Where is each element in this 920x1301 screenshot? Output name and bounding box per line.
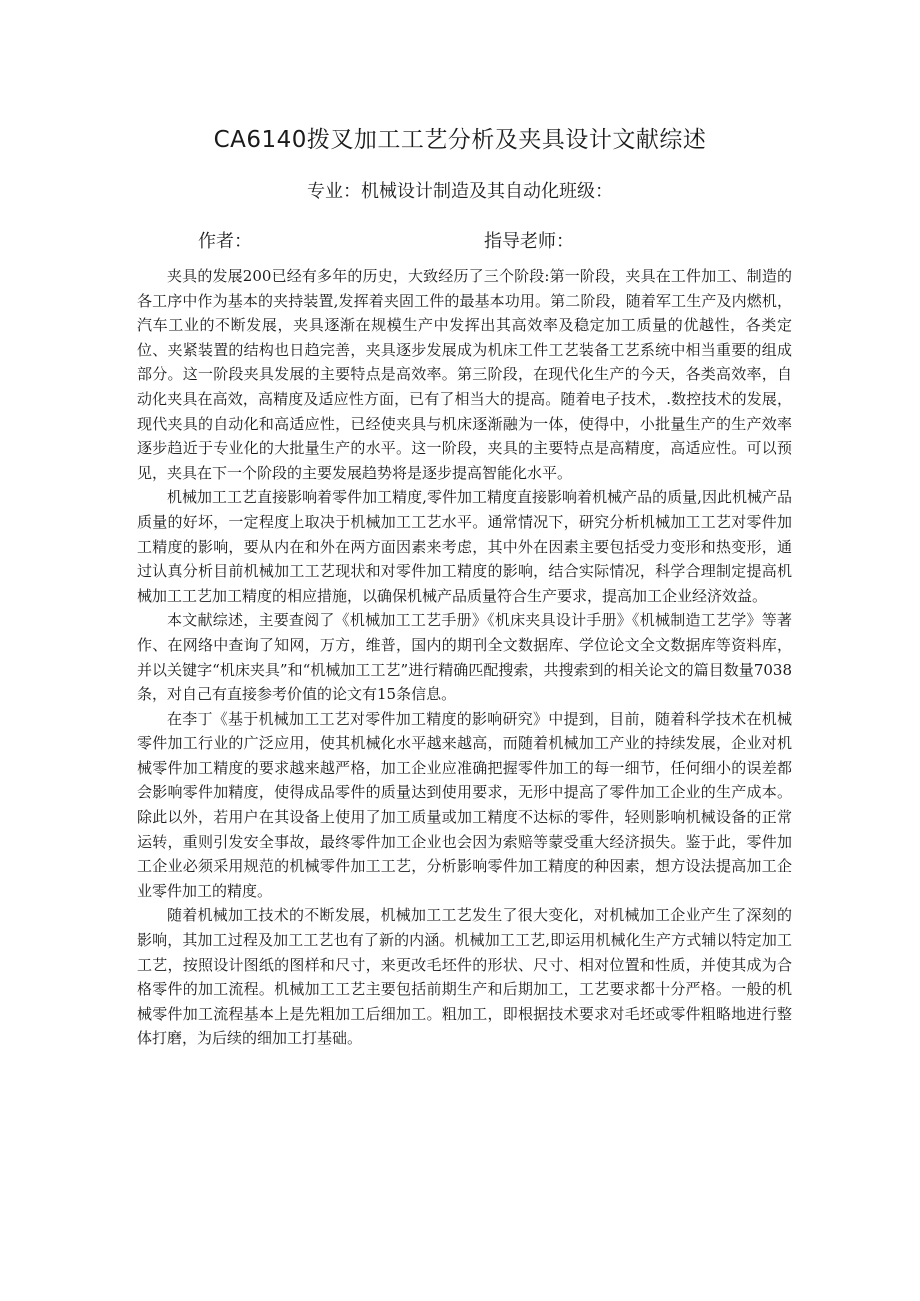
author-row (0, 228, 920, 256)
paragraph: 在李丁《基于机械加工工艺对零件加工精度的影响研究》中提到，目前，随着科学技术在机械零件加工行业的广泛应用，使其机械化水平越来越高，而随着机械加工产业的持续发展，企业对机械零件加工精度的要求越来越严格，加工企业应准确把握零件加工的每一细节，任何细小的误差都会影响零件加精度，使得成品零件的质量达到使用要求，无形中提高了零件加工企业的生产成本。除此以外，若用户在其设备上使用了加工质量或加工精度不达标的零件，轻则影响机械设备的正常运转，重则引发安全事故，最终零件加工企业也会因为索赔等蒙受重大经济损失。鉴于此，零件加工企业必须采用规范的机械零件加工工艺，分析影响零件加工精度的种因素，想方设法提高加工企业零件加工的精度。 (137, 709, 792, 900)
advisor-label: 指导老师： (484, 231, 574, 252)
author-label: 作者： (198, 231, 252, 252)
paragraph: 随着机械加工技术的不断发展，机械加工工艺发生了很大变化，对机械加工企业产生了深刻的影响，其加工过程及加工工艺也有了新的内涵。机械加工工艺,即运用机械化生产方式辅以特定加工工艺，按照设计图纸的图样和尺寸，来更改毛坯件的形状、尺寸、相对位置和性质，并使其成为合格零件的加工流程。机械加工工艺主要包括前期生产和后期加工，工艺要求都十分严格。一般的机械零件加工流程基本上是先粗加工后细加工。粗加工，即根据技术要求对毛坯或零件粗略地进行整体打磨，为后续的细加工打基础。 (137, 906, 792, 1048)
document-title: CA6140拨叉加工工艺分析及夹具设计文献综述 (213, 127, 707, 153)
body-text (137, 264, 792, 1051)
paragraph: 机械加工工艺直接影响着零件加工精度,零件加工精度直接影响着机械产品的质量,因此机械产品质量的好坏，一定程度上取决于机械加工工艺水平。通常情况下，研究分析机械加工工艺对零件加工精度的影响，要从内在和外在两方面因素来考虑，其中外在因素主要包括受力变形和热变形，通过认真分析目前机械加工工艺现状和对零件加工精度的影响，结合实际情况，科学合理制定提高机械加工工艺加工精度的相应措施，以确保机械产品质量符合生产要求，提高加工企业经济效益。 (137, 488, 792, 605)
paragraph: 本文献综述，主要查阅了《机械加工工艺手册》《机床夹具设计手册》《机械制造工艺学》等著作、在网络中查询了知网，万方，维普，国内的期刊全文数据库、学位论文全文数据库等资料库，并以关键字“机床夹具”和“机械加工工艺”进行精确匹配搜索，共搜索到的相关论文的篇目数量7038条，对自己有直接参考价值的论文有15条信息。 (137, 611, 792, 704)
major-class-line: 专业：机械设计制造及其自动化班级： (307, 181, 613, 202)
paragraph: 夹具的发展200已经有多年的历史，大致经历了三个阶段:第一阶段，夹具在工件加工、制造的各工序中作为基本的夹持装置,发挥着夹固工件的最基本功用。第二阶段，随着军工生产及内燃机，汽车工业的不断发展，夹具逐渐在规模生产中发挥出其高效率及稳定加工质量的优越性，各类定位、夹紧装置的结构也日趋完善，夹具逐步发展成为机床工件工艺装备工艺系统中相当重要的组成部分。这一阶段夹具发展的主要特点是高效率。第三阶段，在现代化生产的今天，各类高效率，自动化夹具在高效，高精度及适应性方面，已有了相当大的提高。随着电子技术，.数控技术的发展，现代夹具的自动化和高适应性，已经使夹具与机床逐渐融为一体，使得中，小批量生产的生产效率逐步趋近于专业化的大批量生产的水平。这一阶段，夹具的主要特点是高精度，高适应性。可以预见，夹具在下一个阶段的主要发展趋势将是逐步提高智能化水平。 (137, 267, 792, 482)
